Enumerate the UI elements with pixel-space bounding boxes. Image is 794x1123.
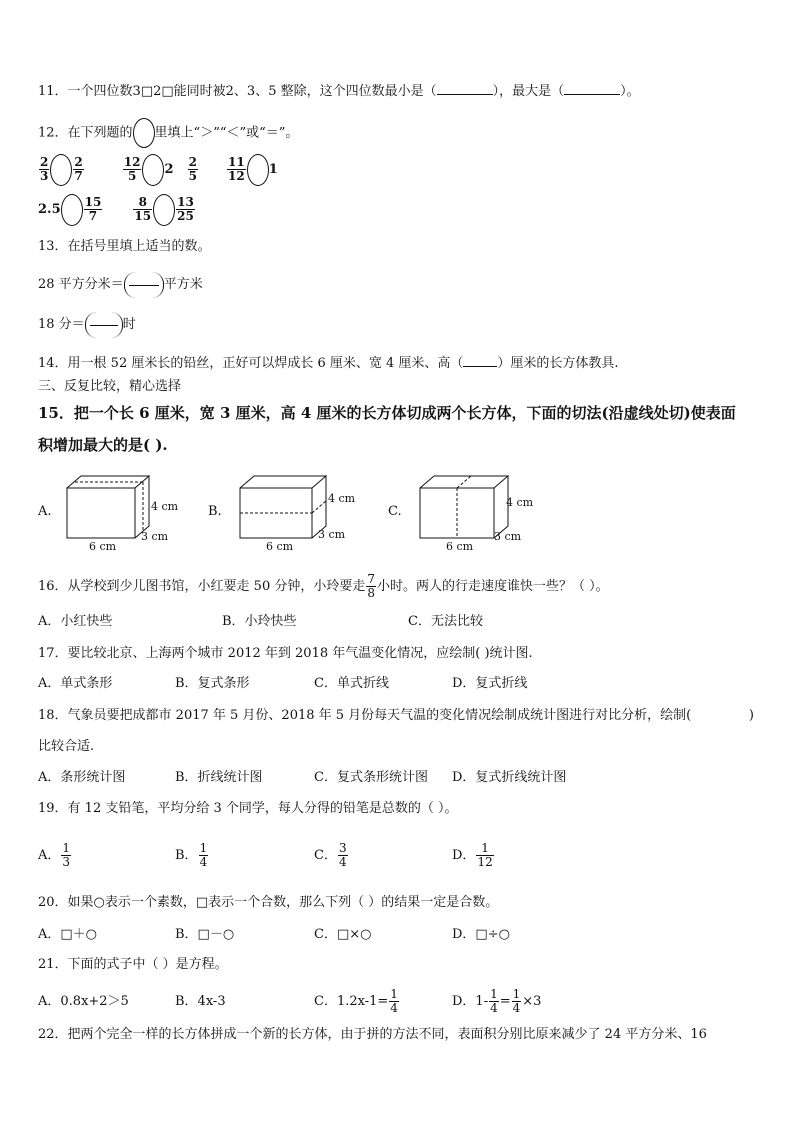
q13-blank-1[interactable]: [124, 272, 164, 298]
q15-option-b[interactable]: B.: [208, 504, 222, 519]
question-12: [38, 118, 298, 148]
q17-option-b[interactable]: B．复式条形: [175, 676, 250, 691]
compare-oval-2[interactable]: [142, 154, 164, 186]
q16-option-c[interactable]: C．无法比较: [408, 614, 483, 629]
compare-oval-1[interactable]: [50, 154, 72, 186]
question-16: 16．从学校到少儿图书馆，小红要走 50 分钟，小玲要走 $\frac{7}{8}$ 小时。两人的行走速度谁快一些？（ ）。: [38, 572, 609, 600]
compare-oval-sample: [133, 118, 155, 148]
question-21: 21．下面的式子中（ ）是方程。: [38, 957, 228, 972]
question-15-line-2: 积增加最大的是( ).: [38, 436, 168, 454]
question-22: 22．把两个完全一样的长方体拼成一个新的长方体，由于拼的方法不同，表面积分别比原来减少了 24 平方分米、16: [38, 1027, 707, 1042]
svg-text:4 cm: 4 cm: [328, 492, 356, 505]
q19-option-c[interactable]: C． $\frac{3}{4}$: [314, 841, 347, 869]
q15-option-a[interactable]: A.: [38, 504, 52, 519]
q13-blank-2[interactable]: [85, 312, 123, 338]
q20-option-d[interactable]: D．□÷○: [452, 927, 510, 942]
question-19: 19．有 12 支铅笔，平均分给 3 个同学，每人分得的铅笔是总数的（ ）。: [38, 801, 458, 816]
question-20: 20．如果○表示一个素数，□表示一个合数，那么下列（ ）的结果一定是合数。: [38, 895, 499, 910]
q18-option-d[interactable]: D．复式折线统计图: [452, 770, 567, 785]
q20-option-b[interactable]: B．□－○: [175, 927, 235, 942]
compare-oval-5[interactable]: [153, 194, 175, 226]
compare-oval-3[interactable]: [247, 154, 269, 186]
q20-option-a[interactable]: A．□＋○: [38, 927, 98, 942]
q11-text-c: ）。: [620, 84, 640, 99]
question-18-line-2: 比较合适.: [38, 739, 95, 754]
compare-oval-4[interactable]: [61, 194, 83, 226]
svg-text:6 cm: 6 cm: [446, 540, 474, 553]
q20-option-c[interactable]: C．□×○: [314, 927, 372, 942]
q18-option-a[interactable]: A．条形统计图: [38, 770, 126, 785]
cuboid-figure-c: [410, 470, 550, 556]
q19-option-a[interactable]: A． $\frac{1}{3}$: [38, 841, 71, 869]
q18-option-c[interactable]: C．复式条形统计图: [314, 770, 428, 785]
svg-text:4 cm: 4 cm: [151, 500, 179, 513]
q17-option-a[interactable]: A．单式条形: [38, 676, 113, 691]
svg-text:6 cm: 6 cm: [266, 540, 294, 553]
svg-text:3 cm: 3 cm: [318, 528, 346, 541]
q13-line-1: 28 平方分米＝ 平方米: [38, 270, 203, 300]
q19-option-b[interactable]: B． $\frac{1}{4}$: [175, 841, 208, 869]
q12-text-a: 12．在下列题的: [38, 125, 133, 141]
q16-option-b[interactable]: B．小玲快些: [222, 614, 297, 629]
question-18-line-1: 18．气象员要把成都市 2017 年 5 月份、2018 年 5 月份每天气温的变化情况绘制成统计图进行对比分析，绘制( ): [38, 708, 754, 723]
q15-option-c[interactable]: C.: [388, 504, 402, 519]
question-11: [38, 82, 640, 101]
section-3-title: 三、反复比较，精心选择: [38, 379, 182, 394]
q12-row-2: 2.5 $\frac{15}{7}$ $\frac{8}{15}$ $\frac{13}{25}$: [38, 192, 196, 228]
q11-text-a: 11．一个四位数3□2□能同时被2、3、5 整除，这个四位数最小是（: [38, 84, 437, 99]
q17-option-c[interactable]: C．单式折线: [314, 676, 389, 691]
svg-text:3 cm: 3 cm: [494, 530, 522, 543]
svg-text:3 cm: 3 cm: [141, 530, 169, 543]
question-15-line-1: 15．把一个长 6 厘米，宽 3 厘米，高 4 厘米的长方体切成两个长方体，下面的切法(沿虚线处切)使表面: [38, 404, 736, 422]
q21-option-a[interactable]: A．0.8x+2＞5: [38, 994, 129, 1009]
q12-row-1: $\frac{2}{3}$ $\frac{2}{7}$ $\frac{12}{5}$ 2 $\frac{2}{5}$ $\frac{11}{12}$ 1: [38, 152, 278, 188]
q11-blank-max[interactable]: [564, 82, 620, 95]
q21-option-d[interactable]: D．1- $\frac{1}{4}$ = $\frac{1}{4}$ ×3: [452, 987, 542, 1015]
cuboid-figure-b: [232, 470, 372, 556]
svg-text:4 cm: 4 cm: [506, 496, 534, 509]
question-13: 13．在括号里填上适当的数。: [38, 239, 211, 254]
q19-option-d[interactable]: D． $\frac{1}{12}$: [452, 841, 493, 869]
question-14: 14．用一根 52 厘米长的铅丝，正好可以焊成长 6 厘米、宽 4 厘米、高（ ）厘米的长方体教具.: [38, 356, 619, 371]
q11-text-b: ），最大是（: [492, 84, 565, 99]
question-17: 17．要比较北京、上海两个城市 2012 年到 2018 年气温变化情况，应绘制( )统计图.: [38, 646, 533, 661]
q18-option-b[interactable]: B．折线统计图: [175, 770, 263, 785]
q16-option-a[interactable]: A．小红快些: [38, 614, 113, 629]
q11-blank-min[interactable]: [437, 82, 493, 95]
q21-option-c[interactable]: C．1.2x-1= $\frac{1}{4}$: [314, 987, 398, 1015]
q21-option-b[interactable]: B．4x-3: [175, 994, 226, 1009]
q14-blank[interactable]: [463, 354, 497, 367]
q13-line-2: 18 分＝ 时: [38, 310, 136, 340]
q17-option-d[interactable]: D．复式折线: [452, 676, 528, 691]
svg-text:6 cm: 6 cm: [89, 540, 117, 553]
cuboid-figure-a: [55, 470, 195, 556]
q12-text-b: 里填上“＞”“＜”或“＝”。: [154, 125, 299, 141]
